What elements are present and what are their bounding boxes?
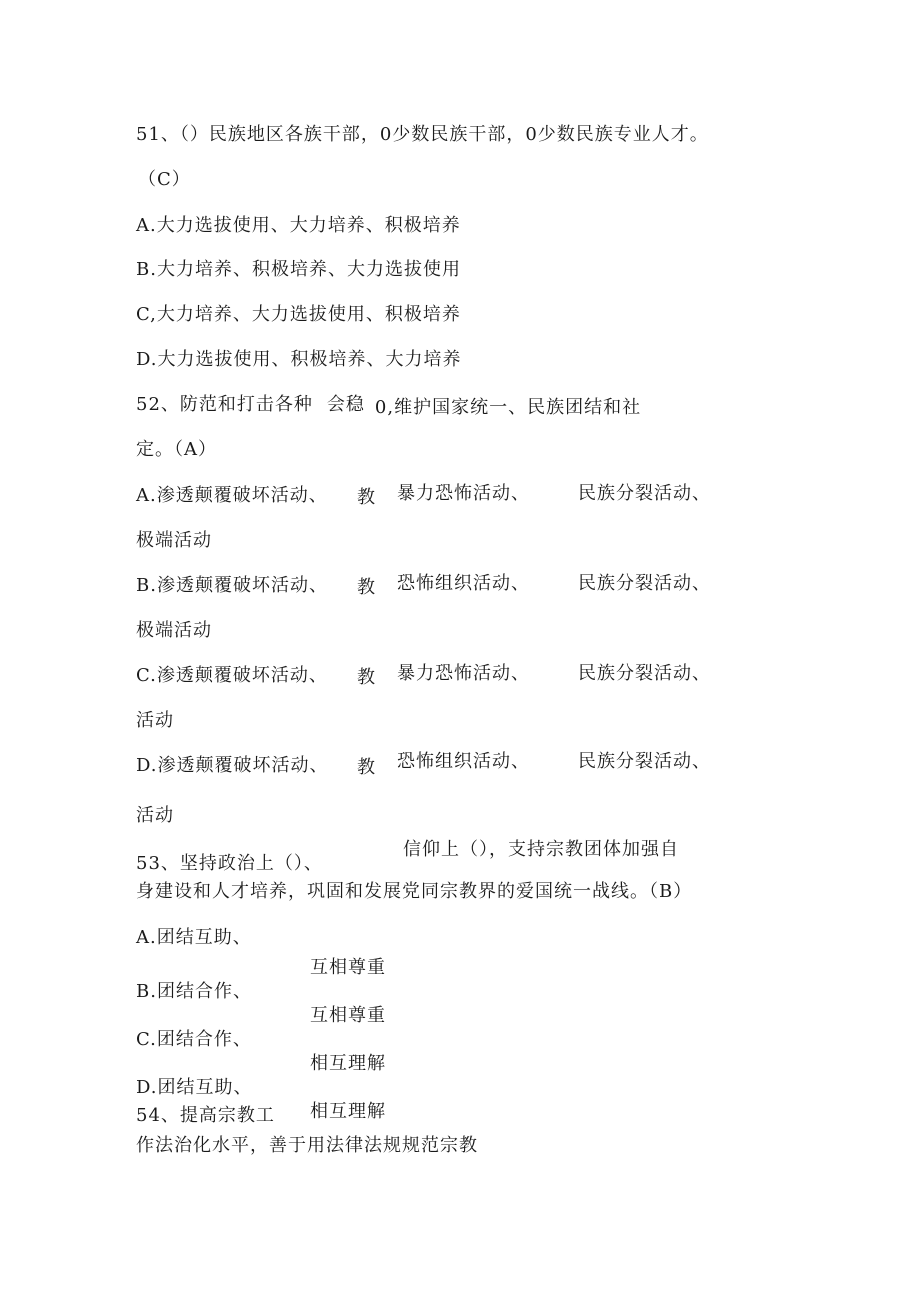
option-d-part5: 活动 (136, 805, 174, 826)
option-b: B.团结合作、 (136, 981, 252, 1002)
option-d-part2: 教 (357, 757, 376, 778)
question-53-stem-c: 身建设和人才培养，巩固和发展党同宗教界的爱国统一战线。（B） (136, 881, 693, 902)
question-51-stem: 51、（）民族地区各族干部，0少数民族干部，0少数民族专业人才。 (136, 124, 709, 145)
option-a-part4: 民族分裂活动、 (578, 483, 711, 504)
question-52-stem-d: 定。（A） (136, 439, 217, 460)
question-52-stem-line (136, 393, 641, 417)
option-b: B.大力培养、积极培养、大力选拔使用 (136, 259, 461, 280)
option-a: A.团结互助、 (136, 927, 252, 948)
option-a-part5: 极端活动 (136, 530, 212, 551)
option-b-part5: 极端活动 (136, 620, 212, 641)
option-d-part1: D.渗透颠覆破坏活动、 (136, 755, 329, 776)
option-b-second: 互相尊重 (310, 957, 386, 978)
option-b-part4: 民族分裂活动、 (578, 573, 711, 594)
option-c-part1: C.渗透颠覆破坏活动、 (136, 665, 328, 686)
option-c-part3: 暴力恐怖活动、 (397, 663, 530, 684)
option-d: D.大力选拔使用、积极培养、大力培养 (136, 349, 462, 370)
option-a-part2: 教 (357, 487, 376, 508)
option-c-second: 互相尊重 (310, 1005, 386, 1026)
option-c-part2: 教 (357, 667, 376, 688)
option-b-part3: 恐怖组织活动、 (397, 573, 530, 594)
question-53-stem-a: 53、坚持政治上（）、 (136, 853, 323, 874)
option-d: D.团结互助、 (136, 1077, 253, 1098)
option-c-part4: 民族分裂活动、 (578, 663, 711, 684)
option-extra-second: 相互理解 (310, 1101, 386, 1122)
option-a-part1: A.渗透颠覆破坏活动、 (136, 485, 328, 506)
option-c: C,大力培养、大力选拔使用、积极培养 (136, 304, 461, 325)
option-a-part3: 暴力恐怖活动、 (397, 483, 530, 504)
option-d-part4: 民族分裂活动、 (578, 751, 711, 772)
question-51-answer: （C） (138, 169, 191, 190)
option-b-part1: B.渗透颠覆破坏活动、 (136, 575, 328, 596)
option-b-part2: 教 (357, 577, 376, 598)
question-52-stem-b: 会稳 (326, 394, 365, 415)
option-d-second: 相互理解 (310, 1053, 386, 1074)
question-52-stem-c: 0,维护国家统一、民族团结和社 (374, 397, 642, 418)
question-54-stem-a: 54、提高宗教工 (136, 1105, 275, 1126)
option-d-part3: 恐怖组织活动、 (397, 751, 530, 772)
option-c: C.团结合作、 (136, 1029, 252, 1050)
question-53-stem-b: 信仰上（），支持宗教团体加强自 (403, 839, 679, 860)
option-a: A.大力选拔使用、大力培养、积极培养 (136, 215, 461, 236)
question-52-stem-a: 52、防范和打击各种 (136, 394, 313, 415)
question-54-stem-b: 作法治化水平，善于用法律法规规范宗教 (136, 1135, 478, 1156)
option-c-part5: 活动 (136, 710, 174, 731)
